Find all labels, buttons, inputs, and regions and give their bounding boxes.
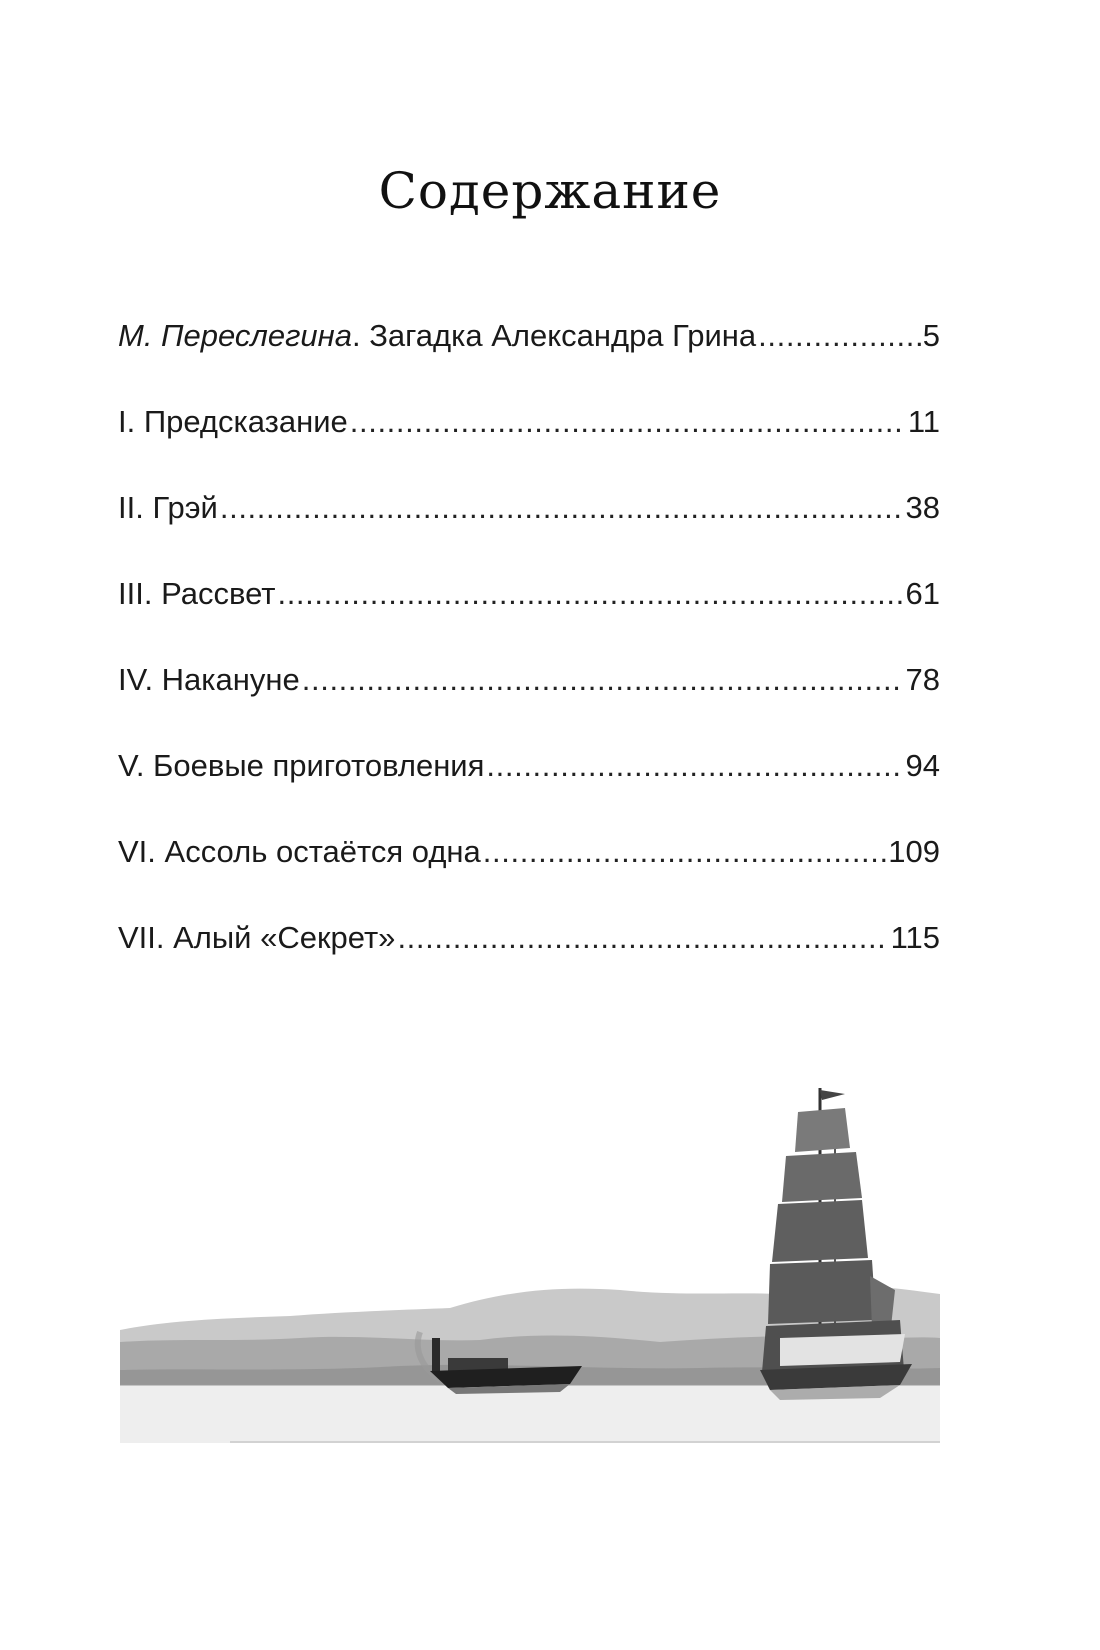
toc-entry-label: IV. Накануне (118, 662, 300, 697)
toc-page-number: 109 (888, 834, 940, 869)
toc-entry-label: III. Рассвет (118, 576, 276, 611)
dot-leader (302, 664, 904, 695)
toc-entry-label: М. Переслегина. Загадка Александра Грина (118, 318, 757, 353)
toc-entry-chapter-3[interactable] (118, 578, 940, 664)
toc-entry-chapter-4[interactable] (118, 664, 940, 750)
toc-page-number: 115 (890, 920, 940, 955)
toc-entry-chapter-2[interactable] (118, 492, 940, 578)
dot-leader (350, 406, 906, 437)
table-of-contents (118, 320, 940, 1008)
seascape-illustration (0, 1080, 1100, 1480)
dot-leader (486, 750, 903, 781)
dot-leader (220, 492, 904, 523)
toc-page-number: 38 (905, 490, 940, 525)
toc-entry-chapter-5[interactable] (118, 750, 940, 836)
dot-leader (758, 320, 921, 351)
toc-page-number: 11 (907, 404, 940, 439)
page-title: Содержание (378, 161, 722, 220)
toc-page-number: 78 (905, 662, 940, 697)
dot-leader (397, 922, 888, 953)
toc-page-number: 61 (905, 576, 940, 611)
toc-entry-label: VII. Алый «Секрет» (118, 920, 396, 955)
toc-entry-preface[interactable] (118, 320, 940, 406)
dot-leader (483, 836, 886, 867)
toc-entry-label: VI. Ассоль остаётся одна (118, 834, 481, 869)
toc-entry-chapter-1[interactable] (118, 406, 940, 492)
toc-page-number: 94 (905, 748, 940, 783)
toc-page-number: 5 (922, 318, 940, 353)
toc-entry-label: I. Предсказание (118, 404, 348, 439)
toc-entry-label: V. Боевые приготовления (118, 748, 485, 783)
toc-entry-label: II. Грэй (118, 490, 218, 525)
toc-entry-chapter-7[interactable] (118, 922, 940, 1008)
sailing-ship (760, 1088, 912, 1400)
toc-entry-chapter-6[interactable] (118, 836, 940, 922)
toc-author: М. Переслегина (118, 318, 352, 353)
dot-leader (277, 578, 903, 609)
